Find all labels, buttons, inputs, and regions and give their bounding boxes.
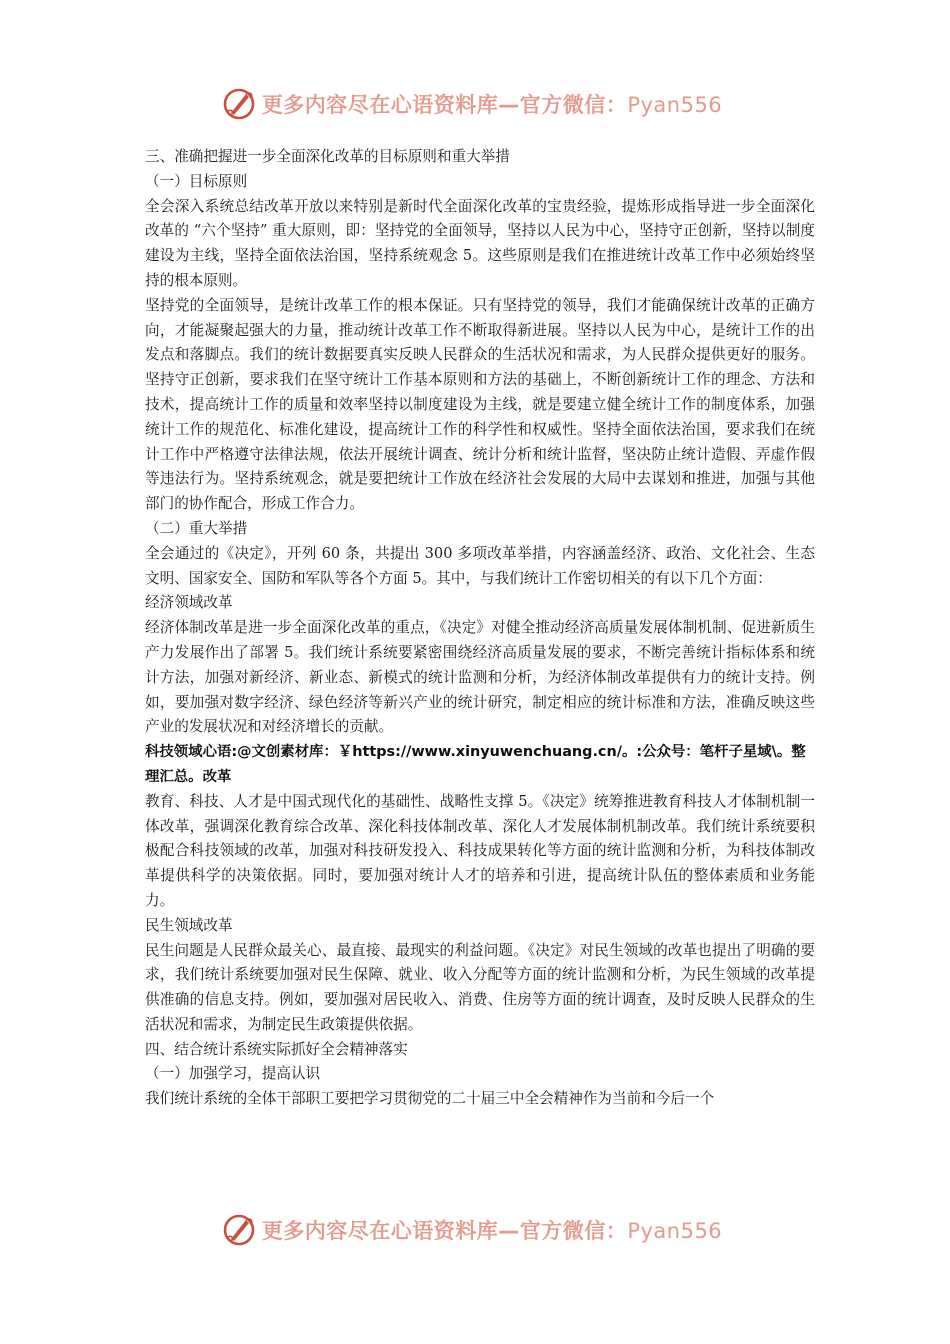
banner-inner [222, 1213, 722, 1247]
banner-inner [222, 87, 722, 121]
topic-heading: 民生领域改革 [145, 916, 233, 934]
body-paragraph: 民生问题是人民群众最关心、最直接、最现实的利益问题。《决定》对民生领域的改革也提出了明确的要求，我们统计系统要加强对民生保障、就业、收入分配等方面的统计监测和分析，为民生领域的改革提供准确的信息支持。例如，要加强对居民收入、消费、住房等方面的统计调查，及时反映人民群众的生活状况和需求，为制定民生政策提供依据。 [145, 941, 815, 1033]
body-paragraph: 全会通过的《决定》，开列 60 条，共提出 300 多项改革举措，内容涵盖经济、政治、文化社会、生态文明、国家安全、国防和军队等各个方面 5。其中，与我们统计工作密切相关的有以下几个方面： [145, 544, 815, 587]
wechat-id: Pyan556 [627, 93, 723, 117]
watermark-heading: 科技领域心语:@文创素材库：￥https://www.xinyuwenchuang.cn/。:公众号：笔杆子星域\。整理汇总。改革 [145, 744, 806, 785]
body-paragraph: 我们统计系统的全体干部职工要把学习贯彻党的二十届三中全会精神作为当前和今后一个 [145, 1090, 715, 1108]
footer-banner [0, 1210, 950, 1250]
header-banner [0, 84, 950, 124]
wechat-id: Pyan556 [627, 1219, 723, 1243]
section-heading: 四、结合统计系统实际抓好全会精神落实 [145, 1040, 408, 1058]
body-paragraph: 全会深入系统总结改革开放以来特别是新时代全面深化改革的宝贵经验，提炼形成指导进一步全面深化改革的 “六个坚持” 重大原则，即：坚持党的全面领导，坚持以人民为中心，坚持守正创新，坚持以制度建设为主线，坚持全面依法治国，坚持系统观念 5。这些原则是我们在推进统计改革工作中必须始终坚持的根本原则。 [145, 197, 815, 289]
quill-pen-circle-icon [222, 1213, 256, 1247]
topic-heading: 经济领域改革 [145, 594, 233, 612]
section-heading: 三、准确把握进一步全面深化改革的目标原则和重大举措 [145, 148, 510, 165]
quill-pen-circle-icon [222, 87, 256, 121]
subsection-heading: （一）加强学习，提高认识 [145, 1065, 321, 1083]
subsection-heading: （一）目标原则 [145, 172, 248, 190]
banner-main-text: 更多内容尽在心语资料库—官方微信： [261, 1219, 628, 1243]
body-paragraph: 教育、科技、人才是中国式现代化的基础性、战略性支撑 5。《决定》统筹推进教育科技人才体制机制一体改革，强调深化教育综合改革、深化科技体制改革、深化人才发展体制机制改革。我们统计系统要积极配合科技领域的改革，加强对科技研发投入、科技成果转化等方面的统计监测和分析，为科技体制改革提供科学的决策依据。同时，要加强对统计人才的培养和引进，提高统计队伍的整体素质和业务能力。 [145, 792, 815, 909]
subsection-heading: （二）重大举措 [145, 519, 248, 537]
banner-text [262, 89, 722, 119]
body-paragraph: 坚持党的全面领导，是统计改革工作的根本保证。只有坚持党的领导，我们才能确保统计改革的正确方向，才能凝聚起强大的力量，推动统计改革工作不断取得新进展。坚持以人民为中心，是统计工作的出发点和落脚点。我们的统计数据要真实反映人民群众的生活状况和需求，为人民群众提供更好的服务。坚持守正创新，要求我们在坚守统计工作基本原则和方法的基础上，不断创新统计工作的理念、方法和技术，提高统计工作的质量和效率坚持以制度建设为主线，就是要建立健全统计工作的制度体系，加强统计工作的规范化、标准化建设，提高统计工作的科学性和权威性。坚持全面依法治国，要求我们在统计工作中严格遵守法律法规，依法开展统计调查、统计分析和统计监督，坚决防止统计造假、弄虚作假等违法行为。坚持系统观念，就是要把统计工作放在经济社会发展的大局中去谋划和推进，加强与其他部门的协作配合，形成工作合力。 [145, 296, 815, 513]
document-body [145, 145, 815, 1112]
banner-main-text: 更多内容尽在心语资料库—官方微信： [261, 93, 628, 117]
banner-text [262, 1215, 722, 1245]
body-paragraph: 经济体制改革是进一步全面深化改革的重点，《决定》对健全推动经济高质量发展体制机制、促进新质生产力发展作出了部署 5。我们统计系统要紧密围绕经济高质量发展的要求，不断完善统计指标体系和统计方法，加强对新经济、新业态、新模式的统计监测和分析，为经济体制改革提供有力的统计支持。例如，要加强对数字经济、绿色经济等新兴产业的统计研究，制定相应的统计标准和方法，准确反映这些产业的发展状况和对经济增长的贡献。 [145, 619, 815, 736]
